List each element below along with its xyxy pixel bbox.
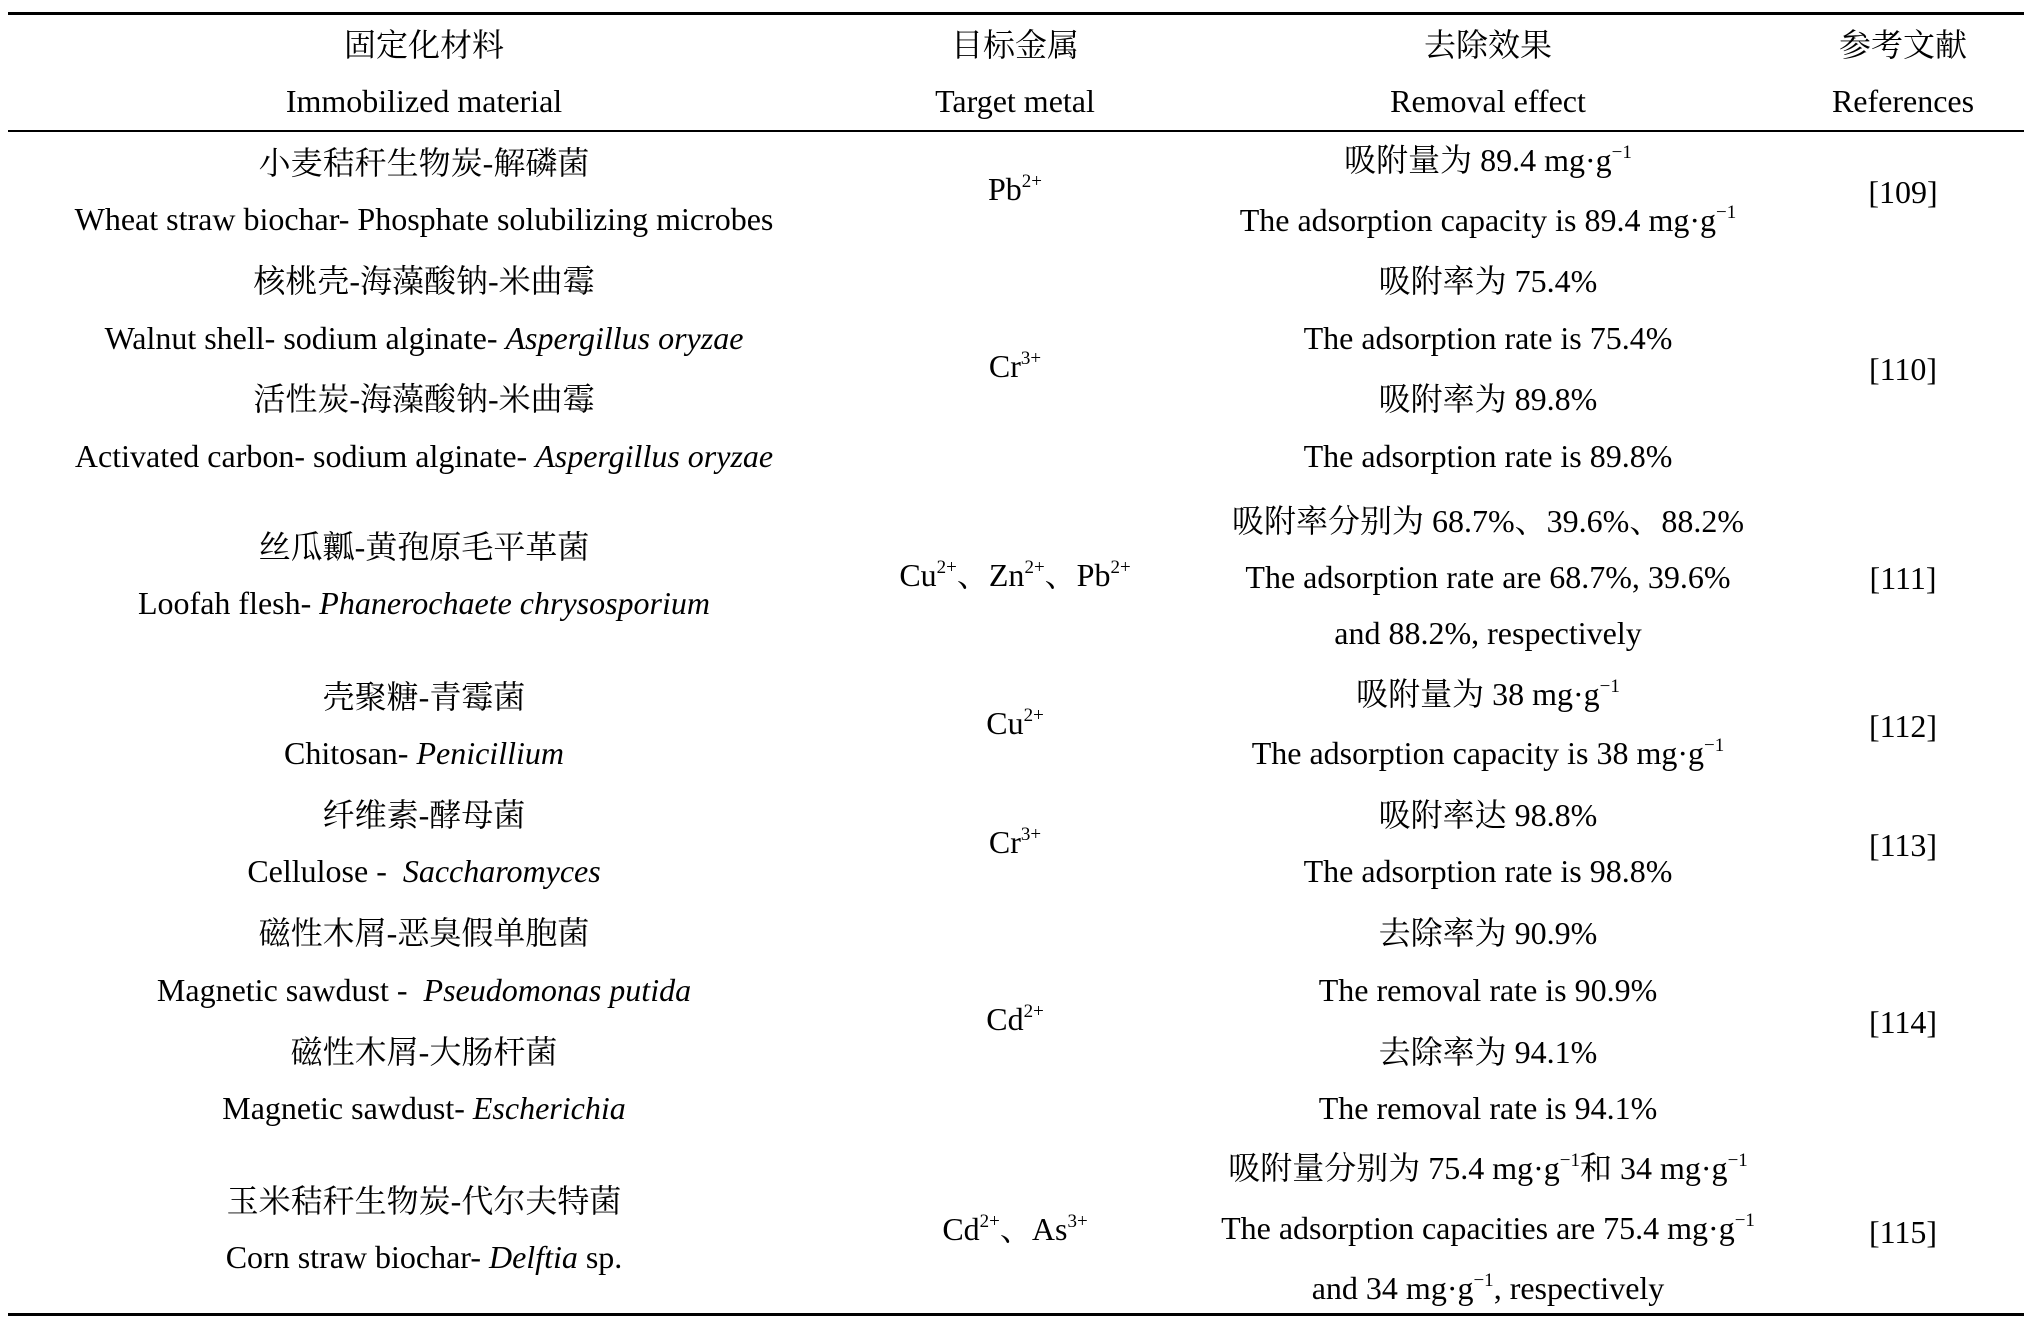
- material-en: Magnetic sawdust - Pseudomonas putida: [156, 972, 692, 1008]
- effect-en: The adsorption rate is 89.8%: [1303, 438, 1673, 474]
- reference: [115]: [1868, 1214, 1938, 1250]
- header-material-zh: 固定化材料: [343, 27, 505, 63]
- effect-zh: 吸附量分别为 75.4 $mg\cdot g^{-1}$和 34 $mg\cdot g^{-1}$: [1228, 1150, 1748, 1186]
- table-top-rule: [8, 12, 2024, 15]
- material-en: Chitosan- Penicillium: [284, 735, 564, 771]
- header-refs-zh: 参考文献: [1838, 27, 1968, 63]
- effect-en-continued: and 34 $mg\cdot g^{-1}$, respectively: [1311, 1270, 1665, 1306]
- material-en: Loofah flesh- Phanerochaete chrysosporium: [138, 585, 710, 621]
- effect-en: The adsorption capacity is 89.4 $mg\cdot g^{-1}$: [1239, 202, 1737, 238]
- effect-zh: 吸附率为 89.8%: [1378, 381, 1598, 417]
- effect-zh: 吸附量为 38 $mg\cdot g^{-1}$: [1356, 676, 1620, 712]
- target-metal: $Cu^{2+}$、$Zn^{2+}$、$Pb^{2+}$: [899, 557, 1131, 593]
- material-zh: 活性炭-海藻酸钠-米曲霉: [253, 381, 595, 417]
- material-zh: 核桃壳-海藻酸钠-米曲霉: [253, 263, 595, 299]
- header-metal-en: Target metal: [935, 83, 1095, 119]
- target-metal: $Cu^{2+}$: [986, 705, 1044, 741]
- target-metal: $Cr^{3+}$: [988, 824, 1042, 860]
- material-en: Walnut shell- sodium alginate- Aspergillus oryzae: [104, 320, 744, 356]
- header-metal-zh: 目标金属: [950, 27, 1080, 63]
- reference: [112]: [1868, 708, 1938, 744]
- header-effect-en: Removal effect: [1390, 83, 1586, 119]
- effect-en: The removal rate is 94.1%: [1318, 1090, 1658, 1126]
- reference: [114]: [1868, 1004, 1938, 1040]
- target-metal: $Cr^{3+}$: [988, 348, 1042, 384]
- reference: [110]: [1868, 351, 1938, 387]
- material-zh: 小麦秸秆生物炭-解磷菌: [258, 145, 590, 181]
- header-material-en: Immobilized material: [285, 83, 563, 119]
- header-effect-zh: 去除效果: [1423, 27, 1553, 63]
- material-en: Corn straw biochar- Delftia sp.: [225, 1239, 623, 1275]
- material-en: Activated carbon- sodium alginate- Aspergillus oryzae: [74, 438, 774, 474]
- reference: [109]: [1868, 174, 1938, 210]
- effect-zh: 去除率为 94.1%: [1378, 1034, 1598, 1070]
- effect-en: The adsorption rate is 75.4%: [1303, 320, 1673, 356]
- material-en: Magnetic sawdust- Escherichia: [222, 1090, 626, 1126]
- effect-en: The adsorption capacity is 38 $mg\cdot g^{-1}$: [1251, 735, 1725, 771]
- effect-en: The adsorption rate are 68.7%, 39.6%: [1245, 559, 1731, 595]
- effect-en: The adsorption capacities are 75.4 $mg\cdot g^{-1}$: [1221, 1210, 1755, 1246]
- effect-zh: 吸附率达 98.8%: [1378, 797, 1598, 833]
- material-zh: 壳聚糖-青霉菌: [322, 679, 526, 715]
- material-en: Cellulose - Saccharomyces: [247, 853, 601, 889]
- table-header-rule: [8, 130, 2024, 132]
- effect-zh: 吸附率分别为 68.7%、39.6%、88.2%: [1232, 503, 1744, 539]
- effect-en: The removal rate is 90.9%: [1318, 972, 1658, 1008]
- material-zh: 纤维素-酵母菌: [322, 797, 526, 833]
- material-zh: 磁性木屑-大肠杆菌: [290, 1034, 558, 1070]
- effect-zh: 吸附量为 89.4 $mg\cdot g^{-1}$: [1344, 142, 1632, 178]
- effect-zh: 吸附率为 75.4%: [1378, 263, 1598, 299]
- target-metal: $Pb^{2+}$: [987, 171, 1043, 207]
- target-metal: $Cd^{2+}$: [986, 1001, 1044, 1037]
- header-refs-en: References: [1831, 83, 1975, 119]
- effect-en-continued: and 88.2%, respectively: [1334, 615, 1642, 651]
- material-zh: 磁性木屑-恶臭假单胞菌: [258, 915, 590, 951]
- material-zh: 丝瓜瓤-黄孢原毛平革菌: [258, 529, 590, 565]
- material-zh: 玉米秸秆生物炭-代尔夫特菌: [226, 1183, 622, 1219]
- effect-en: The adsorption rate is 98.8%: [1303, 853, 1673, 889]
- effect-zh: 去除率为 90.9%: [1378, 915, 1598, 951]
- reference: [111]: [1869, 560, 1937, 596]
- reference: [113]: [1868, 827, 1938, 863]
- target-metal: $Cd^{2+}$、$As^{3+}$: [942, 1211, 1088, 1247]
- material-en: Wheat straw biochar- Phosphate solubilizing microbes: [74, 201, 774, 237]
- table-bottom-rule: [8, 1313, 2024, 1316]
